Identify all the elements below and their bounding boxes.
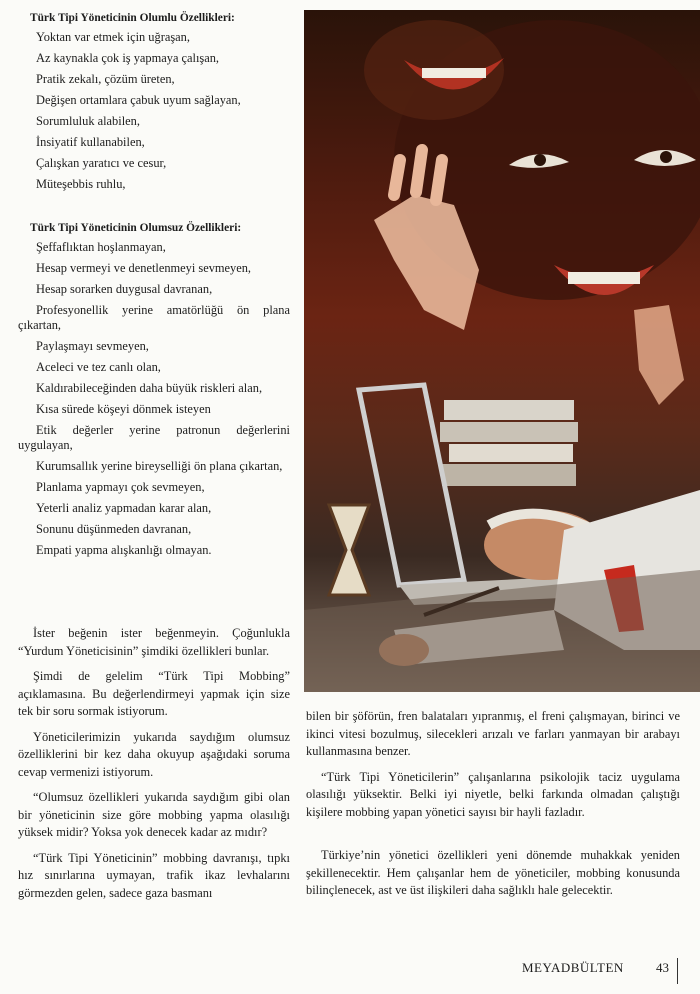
- magazine-name: MEYADBÜLTEN: [522, 960, 624, 975]
- list-item: Az kaynakla çok iş yapmaya çalışan,: [36, 51, 220, 65]
- manager-traits-lists: [18, 12, 290, 564]
- list-item: Çalışkan yaratıcı ve cesur,: [36, 156, 167, 170]
- list-item: Kısa sürede köşeyi dönmek isteyen: [36, 402, 211, 416]
- list-item: Yoktan var etmek için uğraşan,: [36, 30, 190, 44]
- mobbing-painting-illustration: [304, 10, 700, 692]
- footer-divider: [677, 958, 678, 984]
- list-item: Sonunu düşünmeden davranan,: [36, 522, 192, 536]
- list-item: Hesap sorarken duygusal davranan,: [36, 282, 213, 296]
- list-item: Yeterli analiz yapmadan karar alan,: [36, 501, 212, 515]
- paragraph: İster beğenin ister beğenmeyin. Çoğunlukla “Yurdum Yöneticisinin” şimdiki özellikleri bunlar.: [18, 626, 290, 658]
- positive-traits-title: Türk Tipi Yöneticinin Olumlu Özellikleri:: [30, 12, 235, 24]
- list-item: Planlama yapmayı çok sevmeyen,: [36, 480, 205, 494]
- list-item: Şeffaflıktan hoşlanmayan,: [36, 240, 166, 254]
- paragraph: bilen bir şöförün, fren balataları yıpranmış, el freni çalışmayan, birinci ve ikinci vitesi bozulmuş, silecekleri arızalı ve farları yanmayan bir arabayı kullanmasına benzer.: [306, 709, 680, 758]
- list-item: Profesyonellik yerine amatörlüğü ön plana çıkartan,: [18, 303, 290, 332]
- negative-traits-list: [18, 240, 290, 558]
- list-item: İnsiyatif kullanabilen,: [36, 135, 145, 149]
- right-column-text: [306, 708, 680, 908]
- left-column-text: [18, 625, 290, 910]
- paragraph: “Türk Tipi Yöneticinin” mobbing davranışı, tıpkı hız sınırlarına uymayan, trafik ikaz levhalarını görmezden gelen, sadece gaza basmanı: [18, 850, 290, 900]
- list-item: Aceleci ve tez canlı olan,: [36, 360, 161, 374]
- list-item: Pratik zekalı, çözüm üreten,: [36, 72, 175, 86]
- list-item: Hesap vermeyi ve denetlenmeyi sevmeyen,: [36, 261, 252, 275]
- list-item: Kurumsallık yerine bireyselliği ön plana çıkartan,: [36, 459, 283, 473]
- list-item: Empati yapma alışkanlığı olmayan.: [36, 543, 212, 557]
- list-item: Paylaşmayı sevmeyen,: [36, 339, 149, 353]
- list-item: Etik değerler yerine patronun değerlerini uygulayan,: [18, 423, 290, 452]
- paragraph: Şimdi de gelelim “Türk Tipi Mobbing” açıklamasına. Bu değerlendirmeyi yapmak için size tek bir soru sormak istiyorum.: [18, 669, 290, 718]
- paragraph: “Türk Tipi Yöneticilerin” çalışanlarına psikolojik taciz uygulama olasılığı yüksektir. Belki iyi niyetle, belki farkında olmadan çalıştığı kişilere mobbing yapan yönetici sayısı bir hayli fazladır.: [306, 769, 680, 819]
- list-item: Değişen ortamlara çabuk uyum sağlayan,: [36, 93, 241, 107]
- page-number: 43: [656, 960, 669, 975]
- paragraph: “Olumsuz özellikleri yukarıda saydığım gibi olan bir yöneticinin size göre mobbing yapma olasılığı yüksek midir? Yoksa yok denecek kadar az mıdır?: [18, 790, 290, 839]
- positive-traits-list: [18, 30, 290, 192]
- list-item: Müteşebbis ruhlu,: [36, 177, 126, 191]
- painting-artwork: [304, 10, 700, 692]
- negative-traits-title: Türk Tipi Yöneticinin Olumsuz Özellikleri:: [30, 222, 242, 234]
- paragraph: Yöneticilerimizin yukarıda saydığım olumsuz özelliklerini bir kez daha okuyup aşağıdaki soruma cevap vermenizi istiyorum.: [18, 729, 290, 779]
- list-item: Sorumluluk alabilen,: [36, 114, 140, 128]
- list-item: Kaldırabileceğinden daha büyük riskleri alan,: [36, 381, 263, 395]
- paragraph: Türkiye’nin yönetici özellikleri yeni dönemde muhakkak yeniden şekillenecektir. Hem çalışanlar hem de yöneticiler, mobbing konusunda bilinçlenecek, ast ve üst ilişkileri daha sağlıklı hale gelecektir.: [306, 848, 680, 897]
